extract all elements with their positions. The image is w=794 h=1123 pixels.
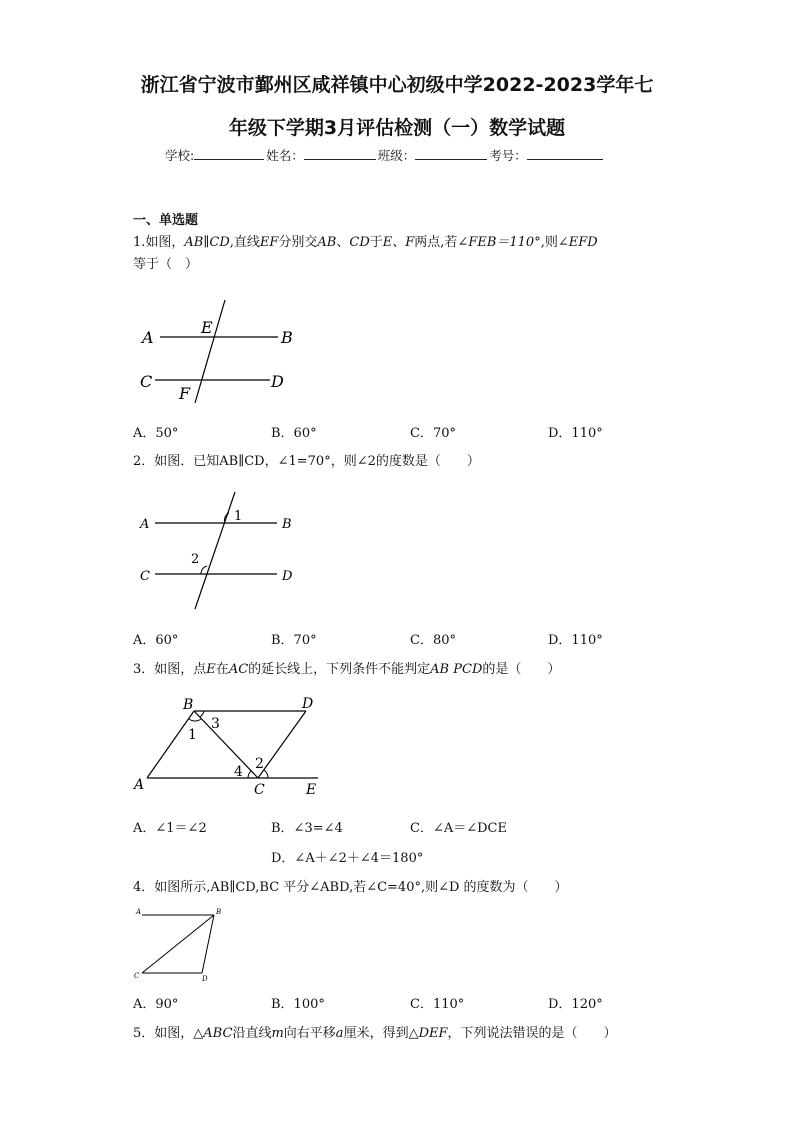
q1-label-c: C xyxy=(140,372,153,391)
q1-math: AB∥CD xyxy=(184,235,230,250)
q3-math: AB PCD xyxy=(430,662,483,677)
q1-text: ,则 xyxy=(540,235,558,250)
q4-label-a: A xyxy=(136,908,142,916)
q1-option-a[interactable]: A．50° xyxy=(133,426,179,441)
q5-math: m xyxy=(271,1026,284,1041)
q1-text-line2: 等于（ ） xyxy=(133,257,199,272)
q4-label-d: D xyxy=(202,975,208,983)
q3-label-3: 3 xyxy=(211,716,220,732)
name-label: 姓名： xyxy=(266,148,304,163)
q3-label-4: 4 xyxy=(234,764,243,780)
q3-text: 在 xyxy=(215,662,229,677)
q2-figure xyxy=(135,488,305,613)
q2-label-2: 2 xyxy=(191,552,200,567)
student-info-line xyxy=(165,146,605,164)
q3-label-d: D xyxy=(302,696,314,712)
question-5 xyxy=(133,1023,663,1045)
q1-math: ∠FEB＝110° xyxy=(457,235,541,250)
exam-title-line2: 年级下学期3月评估检测（一）数学试题 xyxy=(228,117,566,139)
q2-label-1: 1 xyxy=(234,509,243,524)
question-number: 5． xyxy=(133,1026,155,1041)
question-2 xyxy=(133,451,663,473)
name-blank[interactable] xyxy=(304,146,376,160)
q1-math: EF xyxy=(259,235,279,250)
q1-math: ∠EFD xyxy=(557,235,598,250)
q3-text: 的是（ ） xyxy=(482,662,561,677)
q5-text: 沿直线 xyxy=(232,1026,272,1041)
question-4 xyxy=(133,877,663,899)
class-blank[interactable] xyxy=(415,146,487,160)
q3-label-e: E xyxy=(306,782,317,798)
q1-option-c[interactable]: C．70° xyxy=(410,426,456,441)
q1-option-d[interactable]: D．110° xyxy=(548,426,603,441)
q1-label-f: F xyxy=(179,384,191,403)
q2-label-b: B xyxy=(282,517,292,532)
q4-text: 如图所示,AB∥CD,BC 平分∠ABD,若∠C=40°,则∠D 的度数为（ ） xyxy=(154,880,568,895)
q1-figure xyxy=(135,295,305,405)
section-heading: 一、单选题 xyxy=(133,213,199,228)
q1-text: 、 xyxy=(336,235,350,250)
q3-label-b: B xyxy=(183,697,194,713)
q1-label-b: B xyxy=(281,328,293,347)
q5-text: ，下列说法错误的是（ ） xyxy=(447,1026,617,1041)
q3-math: E xyxy=(206,662,216,677)
q5-text: 厘米，得到 xyxy=(343,1026,409,1041)
q1-math: CD xyxy=(349,235,370,250)
q3-figure xyxy=(130,693,330,800)
q3-text: 的延长线上，下列条件不能判定 xyxy=(248,662,431,677)
exam-number-label: 考号： xyxy=(489,148,527,163)
q3-option-c[interactable]: C．∠A＝∠DCE xyxy=(410,821,507,836)
q2-option-b[interactable]: B．70° xyxy=(271,633,317,648)
school-blank[interactable] xyxy=(194,146,264,160)
question-number: 3． xyxy=(133,662,155,677)
q4-option-a[interactable]: A．90° xyxy=(133,997,179,1012)
question-1 xyxy=(133,232,663,276)
q3-text: 如图，点 xyxy=(154,662,207,677)
q1-text: ,直线 xyxy=(229,235,260,250)
q2-option-c[interactable]: C．80° xyxy=(410,633,456,648)
q1-text: 分别交 xyxy=(278,235,318,250)
q1-label-a: A xyxy=(142,328,154,347)
exam-number-blank[interactable] xyxy=(527,146,603,160)
q3-label-a: A xyxy=(134,777,145,793)
q2-option-d[interactable]: D．110° xyxy=(548,633,603,648)
q4-option-d[interactable]: D．120° xyxy=(548,997,603,1012)
q1-math: E、F xyxy=(382,235,415,250)
q5-math: △DEF xyxy=(408,1026,448,1041)
q2-label-d: D xyxy=(282,569,293,584)
q3-label-1: 1 xyxy=(188,727,197,743)
q3-label-c: C xyxy=(254,782,265,798)
exam-title-line1: 浙江省宁波市鄞州区咸祥镇中心初级中学2022-2023学年七 xyxy=(140,74,654,96)
question-number: 2． xyxy=(133,454,155,469)
q1-math: AB xyxy=(317,235,337,250)
question-number: 4． xyxy=(133,880,155,895)
q5-math: △ABC xyxy=(193,1026,233,1041)
q1-text: 两点,若 xyxy=(414,235,458,250)
q4-figure xyxy=(130,903,230,985)
q4-label-c: C xyxy=(134,972,140,980)
q4-option-b[interactable]: B．100° xyxy=(271,997,325,1012)
q5-text: 如图， xyxy=(154,1026,194,1041)
q2-label-a: A xyxy=(140,517,150,532)
class-label: 班级： xyxy=(377,148,416,163)
q4-option-c[interactable]: C．110° xyxy=(410,997,465,1012)
q3-option-d[interactable]: D．∠A＋∠2＋∠4＝180° xyxy=(271,851,424,866)
q3-math: AC xyxy=(228,662,249,677)
q3-label-2: 2 xyxy=(255,756,264,772)
q1-option-b[interactable]: B．60° xyxy=(271,426,317,441)
q5-math: a xyxy=(335,1026,344,1041)
q1-label-d: D xyxy=(271,372,284,391)
q4-label-b: B xyxy=(216,908,222,916)
q3-option-a[interactable]: A．∠1＝∠2 xyxy=(133,821,207,836)
q1-text: 如图， xyxy=(145,235,185,250)
q3-option-b[interactable]: B．∠3=∠4 xyxy=(271,821,343,836)
q5-text: 向右平移 xyxy=(283,1026,336,1041)
q1-text: 于 xyxy=(369,235,383,250)
question-number: 1. xyxy=(133,235,146,250)
q2-label-c: C xyxy=(140,569,150,584)
q2-text: 如图．已知AB∥CD，∠1=70°，则∠2的度数是（ ） xyxy=(154,454,480,469)
question-3 xyxy=(133,659,663,681)
q1-label-e: E xyxy=(201,318,213,337)
q2-option-a[interactable]: A．60° xyxy=(133,633,179,648)
school-label: 学校: xyxy=(165,148,195,163)
